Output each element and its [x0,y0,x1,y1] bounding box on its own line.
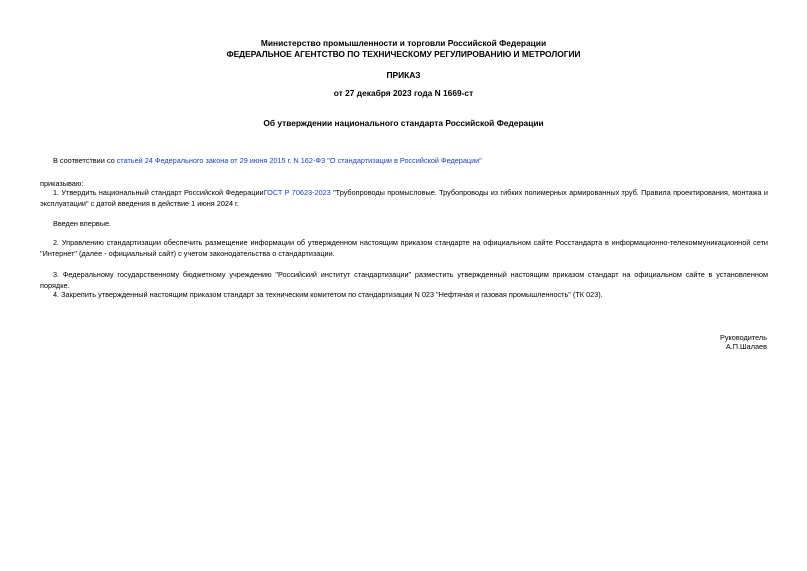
item-2-paragraph: 2. Управлению стандартизации обеспечить размещение информации об утвержденном настоящим приказом стандарте на официальном сайте Росстандарта в информационно-телекоммуникационной сети "Интернет" (далее - официальный сайт) с учетом законодательства о стандартизации. [40,238,768,258]
item-1-suffix: "Трубопроводы промысловые. Трубопроводы из гибких полимерных армированных труб. Правила проектирования, монтажа и эксплуатации" с датой введения в действие 1 июня 2024 г. [40,188,768,208]
gost-standard-link[interactable]: ГОСТ Р 70623-2023 [263,188,331,197]
order-word: приказываю: [40,179,84,188]
document-date-number: от 27 декабря 2023 года N 1669-ст [333,88,474,98]
item-4-paragraph: 4. Закрепить утвержденный настоящим приказом стандарт за техническим комитетом по стандартизации N 023 "Нефтяная и газовая промышленность" (ТК 023). [53,290,603,299]
basis-prefix: В соответствии со [53,156,117,165]
federal-law-link[interactable]: статьей 24 Федерального закона от 29 июня 2015 г. N 162-ФЗ "О стандартизации в Российской Федерации" [116,156,482,165]
basis-paragraph [40,156,768,167]
item-3-paragraph: 3. Федеральному государственному бюджетному учреждению "Российский институт стандартизации" разместить утвержденный настоящим приказом стандарт на официальном сайте в установленном порядке. [40,270,768,290]
agency-title: ФЕДЕРАЛЬНОЕ АГЕНТСТВО ПО ТЕХНИЧЕСКОМУ РЕГУЛИРОВАНИЮ И МЕТРОЛОГИИ [226,49,581,59]
document-subject: Об утверждении национального стандарта Российской Федерации [263,118,544,128]
first-introduction-note: Введен впервые. [53,219,112,228]
signatory-name: А.П.Шалаев [725,342,767,351]
ministry-title: Министерство промышленности и торговли Российской Федерации [260,38,547,48]
item-1-prefix: 1. Утвердить национальный стандарт Российской Федерации [53,188,264,197]
signatory-title: Руководитель [719,333,767,342]
document-type: ПРИКАЗ [386,70,421,80]
item-1-paragraph [40,188,768,210]
